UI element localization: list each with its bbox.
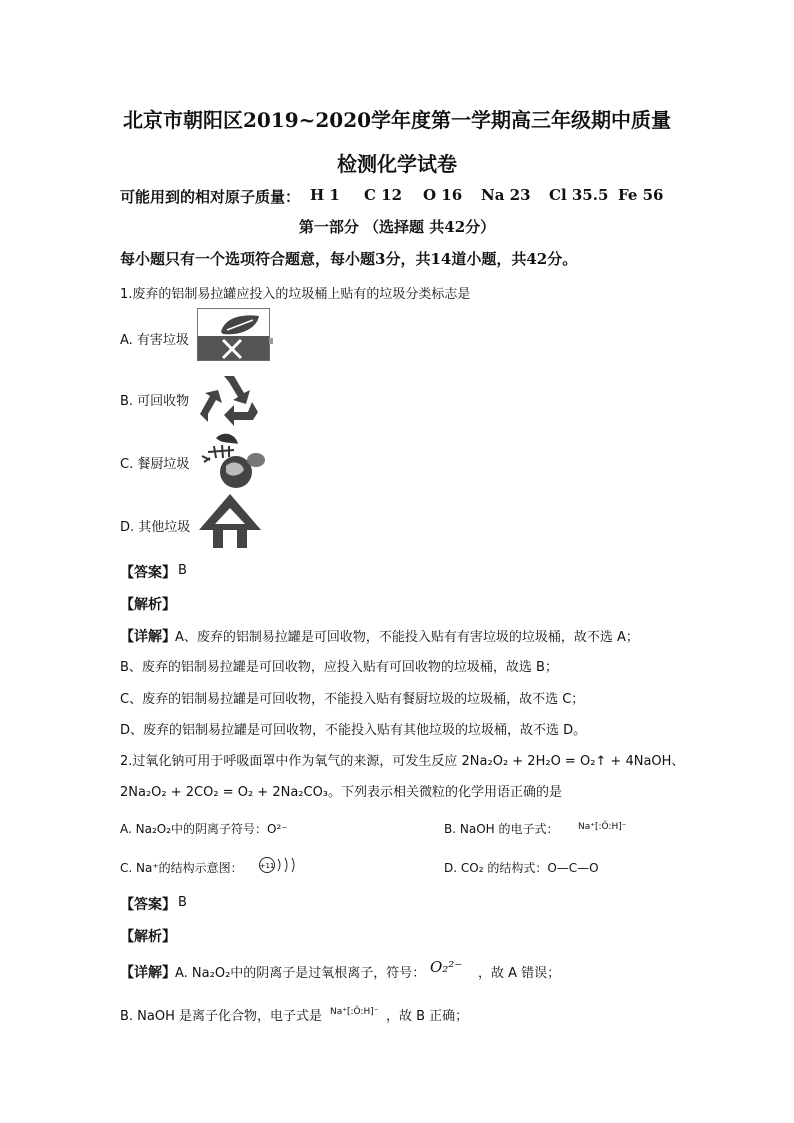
q2-option-c: C. Na⁺的结构示意图： (120, 861, 243, 875)
q2-detail-b-text: B. NaOH 是离子化合物，电子式是 (120, 1009, 323, 1024)
q1-detail-line: A、废弃的铝制易拉罐是可回收物，不能投入贴有有害垃圾的垃圾桶，故不选 A； (175, 630, 639, 645)
exam-title-line1: 北京市朝阳区2019~2020学年度第一学期高三年级期中质量 (122, 108, 672, 132)
atomic-mass-item: H 1 (310, 186, 340, 204)
exam-title-line2: 检测化学试卷 (337, 152, 457, 176)
q1-option-b-label: B. 可回收物 (120, 394, 190, 409)
q2-answer: B (178, 895, 187, 910)
q2-answer-tag: 【答案】 (120, 897, 176, 913)
q2-option-d: D. CO₂ 的结构式：O—C—O (444, 861, 599, 875)
q2-detail-tag: 【详解】 (120, 965, 176, 981)
q1-option-a-label: A. 有害垃圾 (120, 333, 189, 348)
q2-detail-b-tail: ，故 B 正确； (386, 1009, 469, 1024)
recyclable-icon (196, 372, 262, 428)
nucleus-charge: +11 (259, 862, 275, 870)
q1-detail-line: C、废弃的铝制易拉罐是可回收物，不能投入贴有餐厨垃圾的垃圾桶，故不选 C； (120, 692, 585, 707)
part-heading: 第一部分 （选择题 共42分） (298, 218, 496, 236)
atomic-mass-item: O 16 (423, 186, 463, 204)
q1-detail-line: D、废弃的铝制易拉罐是可回收物，不能投入贴有其他垃圾的垃圾桶，故不选 D。 (120, 723, 587, 738)
atomic-mass-item: Fe 56 (618, 186, 664, 204)
question-1-stem: 1.废弃的铝制易拉罐应投入的垃圾桶上贴有的垃圾分类标志是 (120, 287, 471, 302)
q2-detail-a-tail: ，故 A 错误； (478, 966, 561, 981)
q1-detail-line: B、废弃的铝制易拉罐是可回收物，应投入贴有可回收物的垃圾桶，故选 B； (120, 660, 558, 675)
q1-answer-tag: 【答案】 (120, 565, 176, 581)
q1-option-d-label: D. 其他垃圾 (120, 520, 191, 535)
q1-analysis-tag: 【解析】 (120, 597, 176, 613)
naoh-electron-formula: Na⁺[:Ö:H]⁻ (330, 1007, 379, 1017)
hazardous-waste-icon (197, 308, 275, 362)
q2-option-b: B. NaOH 的电子式： (444, 822, 559, 836)
q1-detail-tag: 【详解】 (120, 629, 176, 645)
peroxide-ion-symbol: O₂²⁻ (430, 958, 463, 976)
sodium-ion-structure-diagram (258, 855, 302, 875)
atomic-mass-item: C 12 (364, 186, 403, 204)
question-2-stem-line2: 2Na₂O₂ + 2CO₂ = O₂ + 2Na₂CO₃。下列表示相关微粒的化学用语正确的是 (120, 785, 563, 800)
q2-option-a: A. Na₂O₂中的阴离子符号：O²⁻ (120, 822, 288, 836)
atomic-mass-item: Cl 35.5 (549, 186, 609, 204)
atomic-masses-label: 可能用到的相对原子质量： (120, 188, 301, 206)
q2-detail-a-text: A. Na₂O₂中的阴离子是过氧根离子，符号： (175, 966, 426, 981)
instructions: 每小题只有一个选项符合题意，每小题3分，共14道小题，共42分。 (120, 250, 578, 268)
q1-option-c-label: C. 餐厨垃圾 (120, 457, 190, 472)
naoh-electron-formula: Na⁺[:Ö:H]⁻ (578, 822, 627, 832)
atomic-mass-item: Na 23 (481, 186, 531, 204)
q2-analysis-tag: 【解析】 (120, 929, 176, 945)
food-waste-icon (196, 430, 270, 492)
other-waste-icon (197, 492, 263, 552)
q1-answer: B (178, 563, 187, 578)
question-2-stem-line1: 2.过氧化钠可用于呼吸面罩中作为氧气的来源，可发生反应 2Na₂O₂ + 2H₂O = O₂↑ + 4NaOH、 (120, 754, 685, 769)
